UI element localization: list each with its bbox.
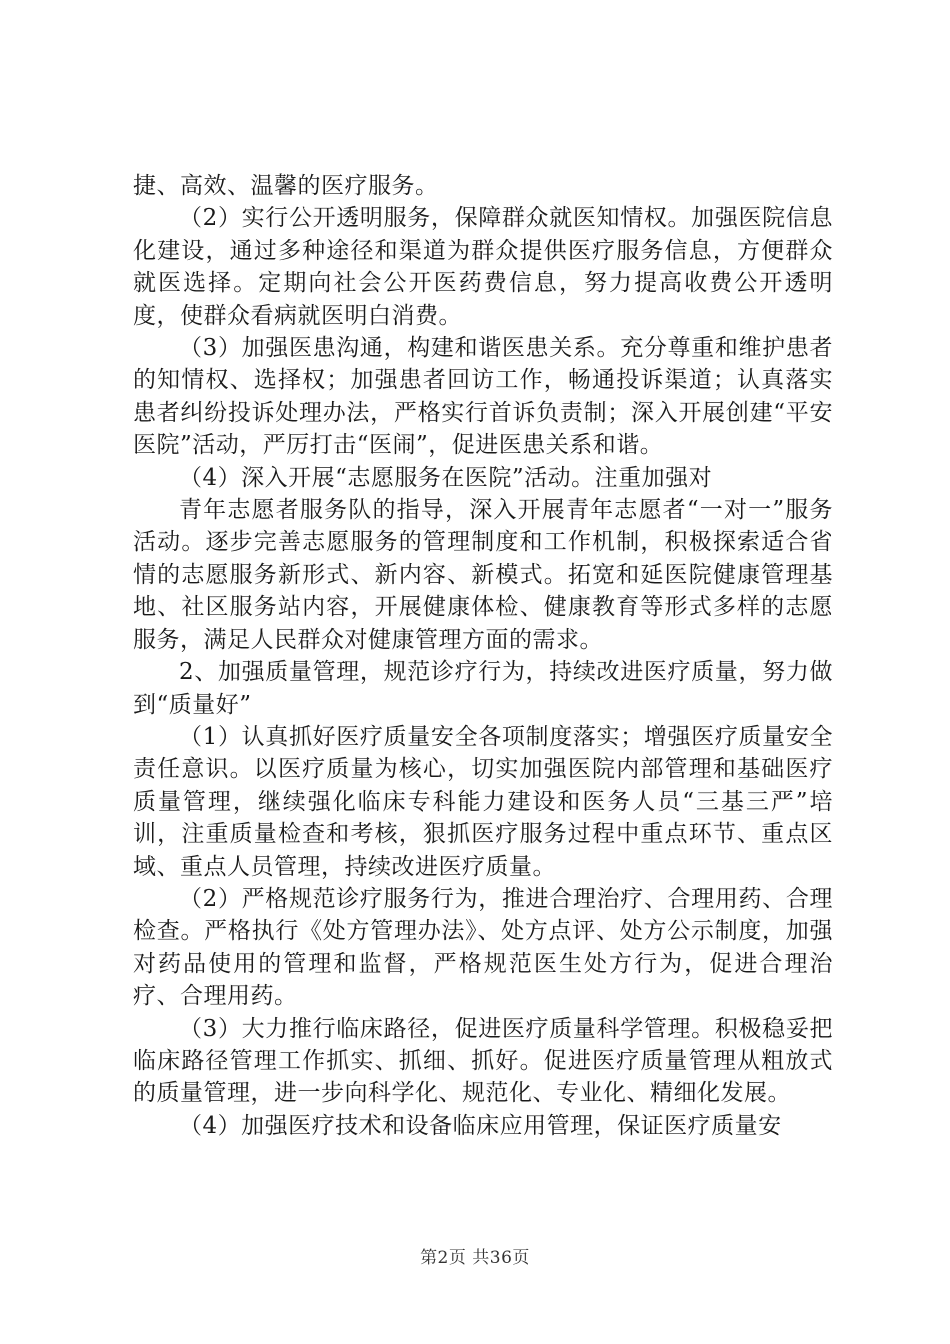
paragraph-item-4-continued: 青年志愿者服务队的指导，深入开展青年志愿者“一对一”服务活动。逐步完善志愿服务的管理制度和工作机制，积极探索适合省情的志愿服务新形式、新内容、新模式。拓宽和延医院健康管理基地、社区服务站内容，开展健康体检、健康教育等形式多样的志愿服务，满足人民群众对健康管理方面的需求。 xyxy=(133,497,833,653)
paragraph-item-2: （2）实行公开透明服务，保障群众就医知情权。加强医院信息化建设，通过多种途径和渠道为群众提供医疗服务信息，方便群众就医选择。定期向社会公开医药费信息，努力提高收费公开透明度，使群众看病就医明白消费。 xyxy=(133,205,833,329)
paragraph-item-4: （4）深入开展“志愿服务在医院”活动。注重加强对 xyxy=(179,464,713,491)
paragraph-section2-item-2: （2）严格规范诊疗服务行为，推进合理治疗、合理用药、合理检查。严格执行《处方管理办法》、处方点评、处方公示制度，加强对药品使用的管理和监督，严格规范医生处方行为，促进合理治疗、合理用药。 xyxy=(133,885,833,1010)
paragraph-section2-item-4: （4）加强医疗技术和设备临床应用管理，保证医疗质量安 xyxy=(179,1112,782,1139)
paragraph-item-3: （3）加强医患沟通，构建和谐医患关系。充分尊重和维护患者的知情权、选择权；加强患者回访工作，畅通投诉渠道；认真落实患者纠纷投诉处理办法，严格实行首诉负责制；深入开展创建“平安医院”活动，严厉打击“医闹”，促进医患关系和谐。 xyxy=(133,335,833,459)
paragraph-section2-item-3: （3）大力推行临床路径，促进医疗质量科学管理。积极稳妥把临床路径管理工作抓实、抓细、抓好。促进医疗质量管理从粗放式的质量管理，进一步向科学化、规范化、专业化、精细化发展。 xyxy=(133,1015,833,1107)
paragraph-continuation: 捷、高效、温馨的医疗服务。 xyxy=(133,173,439,199)
section-heading-2: 2、加强质量管理，规范诊疗行为，持续改进医疗质量，努力做到“质量好” xyxy=(133,659,833,718)
document-body xyxy=(133,170,833,1142)
paragraph-section2-item-1: （1）认真抓好医疗质量安全各项制度落实；增强医疗质量安全责任意识。以医疗质量为核心，切实加强医院内部管理和基础医疗质量管理，继续强化临床专科能力建设和医务人员“三基三严”培训，注重质量检查和考核，狠抓医疗服务过程中重点环节、重点区域、重点人员管理，持续改进医疗质量。 xyxy=(133,723,833,880)
page-number-footer: 第2页 共36页 xyxy=(420,1248,530,1268)
